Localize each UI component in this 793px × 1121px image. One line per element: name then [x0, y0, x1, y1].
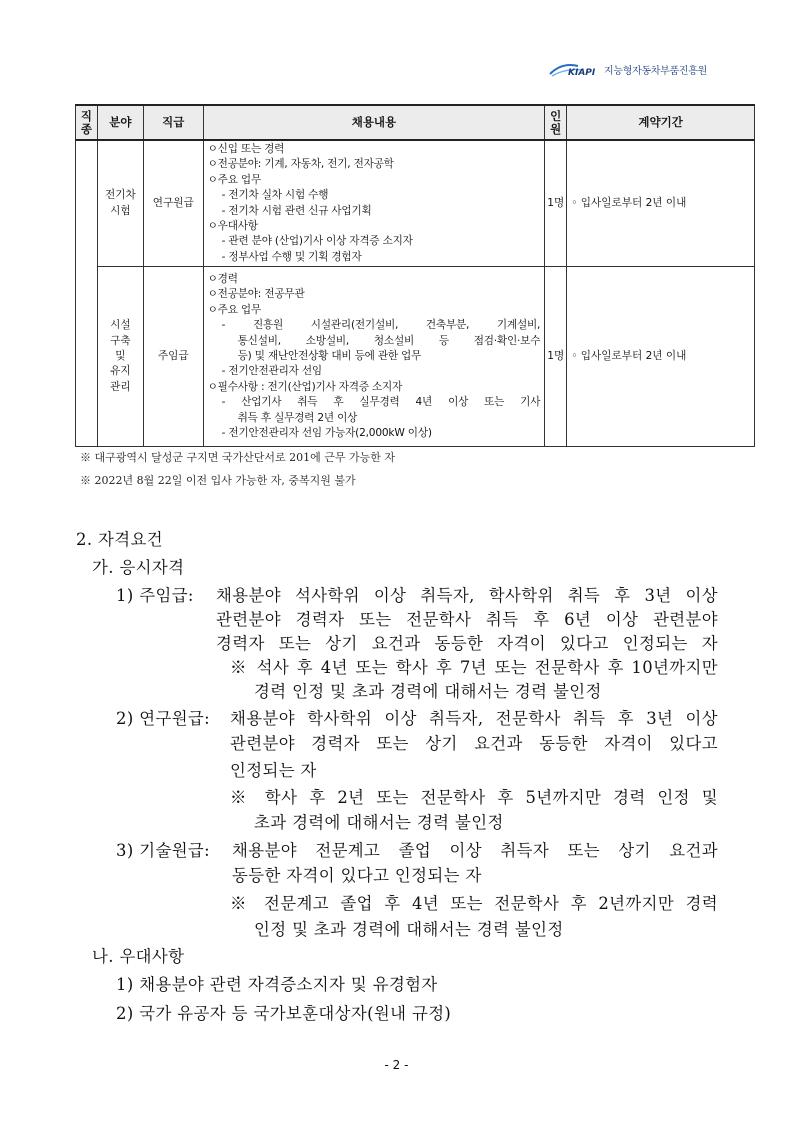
item-note: 초과 경력에 대해서는 경력 불인정	[254, 813, 504, 832]
page-number: - 2 -	[384, 1058, 409, 1072]
header-period: 계약기간	[567, 105, 755, 140]
jong-cell	[76, 140, 98, 447]
org-logo	[548, 58, 748, 80]
count-cell: 1명	[545, 267, 567, 447]
content-line: ㅇ신입 또는 경력	[207, 143, 285, 155]
content-line: ㅇ전공분야: 전공무관	[207, 288, 305, 301]
count-cell: 1명	[545, 140, 567, 267]
header-jong: 직 종	[76, 105, 98, 140]
period-cell: ◦ 입사일로부터 2년 이내	[567, 140, 755, 267]
item-note: ※ 전문계고 졸업 후 4년 또는 전문학사 후 2년까지만 경력	[230, 894, 718, 913]
grade-cell: 주임급	[143, 267, 203, 447]
table-note: ※ 대구광역시 달성군 구지면 국가산단서로 201에 근무 가능한 자	[80, 451, 395, 464]
header-field: 분야	[97, 105, 143, 140]
table-note: ※ 2022년 8월 22일 이전 입사 가능한 자, 중복지원 불가	[80, 474, 356, 487]
item-text: 동등한 자격이 있다고 인정되는 자	[232, 866, 482, 885]
item-note: 인정 및 초과 경력에 대해서는 경력 불인정	[254, 920, 564, 939]
kiapi-logo-mark-icon	[548, 60, 600, 78]
header-content: 채용내용	[203, 105, 545, 140]
table-header-row	[76, 105, 755, 140]
preference-item: 1) 채용분야 관련 자격증소지자 및 유경험자	[116, 975, 438, 994]
content-line: - 산업기사 취득 후 실무경력 4년 이상 또는 기사	[221, 396, 541, 409]
content-line: - 관련 분야 (산업)기사 이상 자격증 소지자	[221, 235, 413, 248]
content-line: - 진흥원 시설관리(전기설비, 건축부분, 기계설비,	[221, 319, 541, 332]
content-line: - 정부사업 수행 및 기획 경험자	[221, 250, 362, 263]
field-cell: 전기차 시험	[97, 140, 143, 267]
section-title: 2. 자격요건	[76, 530, 163, 549]
content-line: ㅇ우대사항	[207, 220, 258, 233]
item-text: 채용분야 전문계고 졸업 이상 취득자 또는 상기 요건과	[232, 841, 718, 860]
item-label: 1) 주임급:	[116, 586, 194, 605]
content-line: - 전기안전관리자 선임 가능자(2,000kW 이상)	[221, 427, 432, 440]
item-label: 2) 연구원급:	[116, 709, 211, 728]
table-row	[76, 267, 755, 447]
content-line: ㅇ주요 업무	[207, 303, 261, 316]
logo-brand: KIAPI	[568, 68, 596, 78]
subsection-title: 나. 우대사항	[92, 947, 185, 966]
recruitment-table	[75, 104, 755, 447]
table-row	[76, 140, 755, 267]
content-line: - 전기차 실차 시험 수행	[221, 189, 329, 202]
item-note: 경력 인정 및 초과 경력에 대해서는 경력 불인정	[254, 682, 602, 701]
item-note: ※ 석사 후 4년 또는 학사 후 7년 또는 전문학사 후 10년까지만	[230, 658, 718, 677]
item-text: 관련분야 경력자 또는 상기 요건과 동등한 자격이 있다고	[230, 734, 718, 753]
org-name: 지능형자동차부품진흥원	[604, 65, 707, 77]
item-label: 3) 기술원급:	[116, 841, 211, 860]
content-line: ㅇ주요 업무	[207, 173, 261, 186]
content-cell	[203, 267, 545, 447]
item-text: 인정되는 자	[230, 761, 317, 780]
content-line: ㅇ필수사항 : 전기(산업)기사 자격증 소지자	[207, 380, 403, 393]
header-count: 인 원	[545, 105, 567, 140]
content-line: - 전기안전관리자 선임	[221, 365, 322, 378]
item-text: 채용분야 학사학위 이상 취득자, 전문학사 취득 후 3년 이상	[230, 709, 718, 728]
item-text: 관련분야 경력자 또는 전문학사 취득 후 6년 이상 관련분야	[216, 610, 718, 629]
subsection-title: 가. 응시자격	[92, 558, 185, 577]
content-cell	[203, 140, 545, 267]
content-line: - 전기차 시험 관련 신규 사업기획	[221, 204, 372, 217]
content-line: ㅇ경력	[207, 273, 238, 286]
header-grade: 직급	[143, 105, 203, 140]
field-cell: 시설 구축 및 유지 관리	[97, 267, 143, 447]
period-cell: ◦ 입사일로부터 2년 이내	[567, 267, 755, 447]
grade-cell: 연구원급	[143, 140, 203, 267]
content-line: 통신설비, 소방설비, 청소설비 등 점검·확인·보수	[237, 334, 541, 347]
item-text: 채용분야 석사학위 이상 취득자, 학사학위 취득 후 3년 이상	[216, 586, 718, 605]
preference-item: 2) 국가 유공자 등 국가보훈대상자(원내 규정)	[116, 1004, 452, 1023]
item-text: 경력자 또는 상기 요건과 동등한 자격이 있다고 인정되는 자	[216, 634, 718, 653]
item-note: ※ 학사 후 2년 또는 전문학사 후 5년까지만 경력 인정 및	[230, 788, 718, 807]
content-line: 등) 및 재난안전상황 대비 등에 관한 업무	[237, 350, 422, 363]
content-line: ㅇ전공분야: 기계, 자동차, 전기, 전자공학	[207, 158, 394, 171]
content-line: 취득 후 실무경력 2년 이상	[237, 411, 358, 424]
